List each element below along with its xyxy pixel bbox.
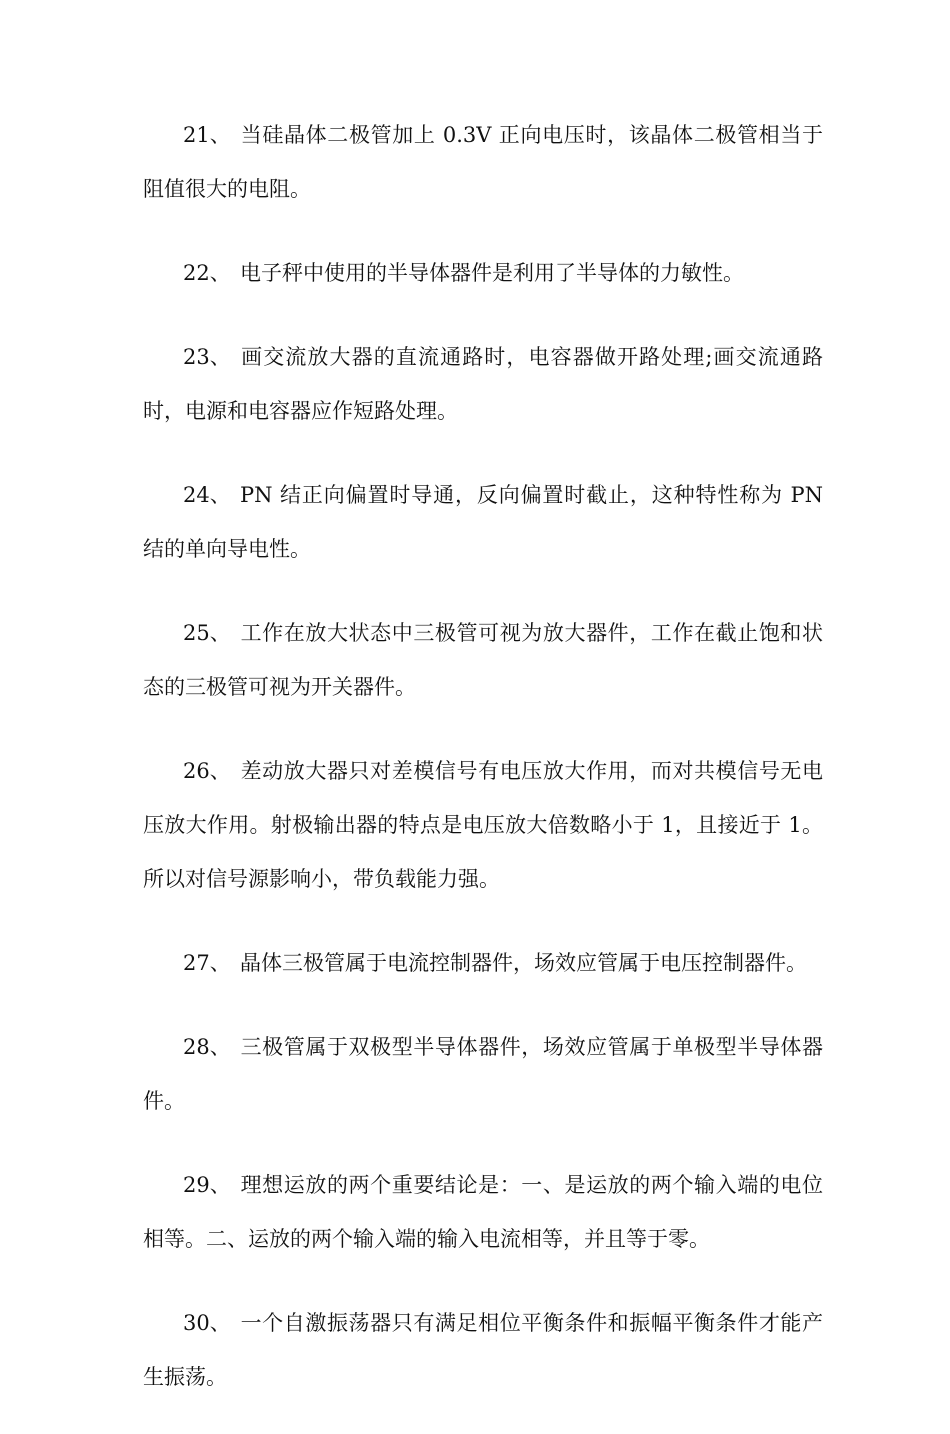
item-text: 三极管属于双极型半导体器件，场效应管属于单极型半导体器件。 bbox=[143, 1035, 823, 1113]
list-item bbox=[143, 1296, 823, 1404]
list-item bbox=[143, 1158, 823, 1266]
item-text: PN 结正向偏置时导通，反向偏置时截止，这种特性称为 PN 结的单向导电性。 bbox=[143, 483, 823, 561]
list-item bbox=[143, 1020, 823, 1128]
list-item bbox=[143, 246, 823, 300]
item-number: 21、 bbox=[183, 123, 231, 147]
item-text: 画交流放大器的直流通路时，电容器做开路处理;画交流通路时，电源和电容器应作短路处理。 bbox=[143, 345, 823, 423]
item-text: 当硅晶体二极管加上 0.3V 正向电压时，该晶体二极管相当于阻值很大的电阻。 bbox=[143, 123, 823, 201]
item-number: 27、 bbox=[183, 951, 231, 975]
item-text: 电子秤中使用的半导体器件是利用了半导体的力敏性。 bbox=[240, 261, 744, 285]
list-item bbox=[143, 936, 823, 990]
item-text: 差动放大器只对差模信号有电压放大作用，而对共模信号无电压放大作用。射极输出器的特点是电压放大倍数略小于 1，且接近于 1。所以对信号源影响小，带负载能力强。 bbox=[143, 759, 823, 891]
list-item bbox=[143, 468, 823, 576]
item-number: 25、 bbox=[183, 621, 231, 645]
item-number: 22、 bbox=[183, 261, 231, 285]
item-number: 26、 bbox=[183, 759, 231, 783]
question-list bbox=[143, 108, 823, 1434]
item-number: 29、 bbox=[183, 1173, 231, 1197]
list-item bbox=[143, 744, 823, 906]
list-item bbox=[143, 330, 823, 438]
list-item bbox=[143, 606, 823, 714]
item-number: 23、 bbox=[183, 345, 231, 369]
item-number: 24、 bbox=[183, 483, 231, 507]
item-number: 30、 bbox=[183, 1311, 231, 1335]
item-text: 理想运放的两个重要结论是：一、是运放的两个输入端的电位相等。二、运放的两个输入端的输入电流相等，并且等于零。 bbox=[143, 1173, 823, 1251]
item-text: 一个自激振荡器只有满足相位平衡条件和振幅平衡条件才能产生振荡。 bbox=[143, 1311, 823, 1389]
item-number: 28、 bbox=[183, 1035, 231, 1059]
list-item bbox=[143, 108, 823, 216]
item-text: 工作在放大状态中三极管可视为放大器件，工作在截止饱和状态的三极管可视为开关器件。 bbox=[143, 621, 823, 699]
item-text: 晶体三极管属于电流控制器件，场效应管属于电压控制器件。 bbox=[240, 951, 807, 975]
